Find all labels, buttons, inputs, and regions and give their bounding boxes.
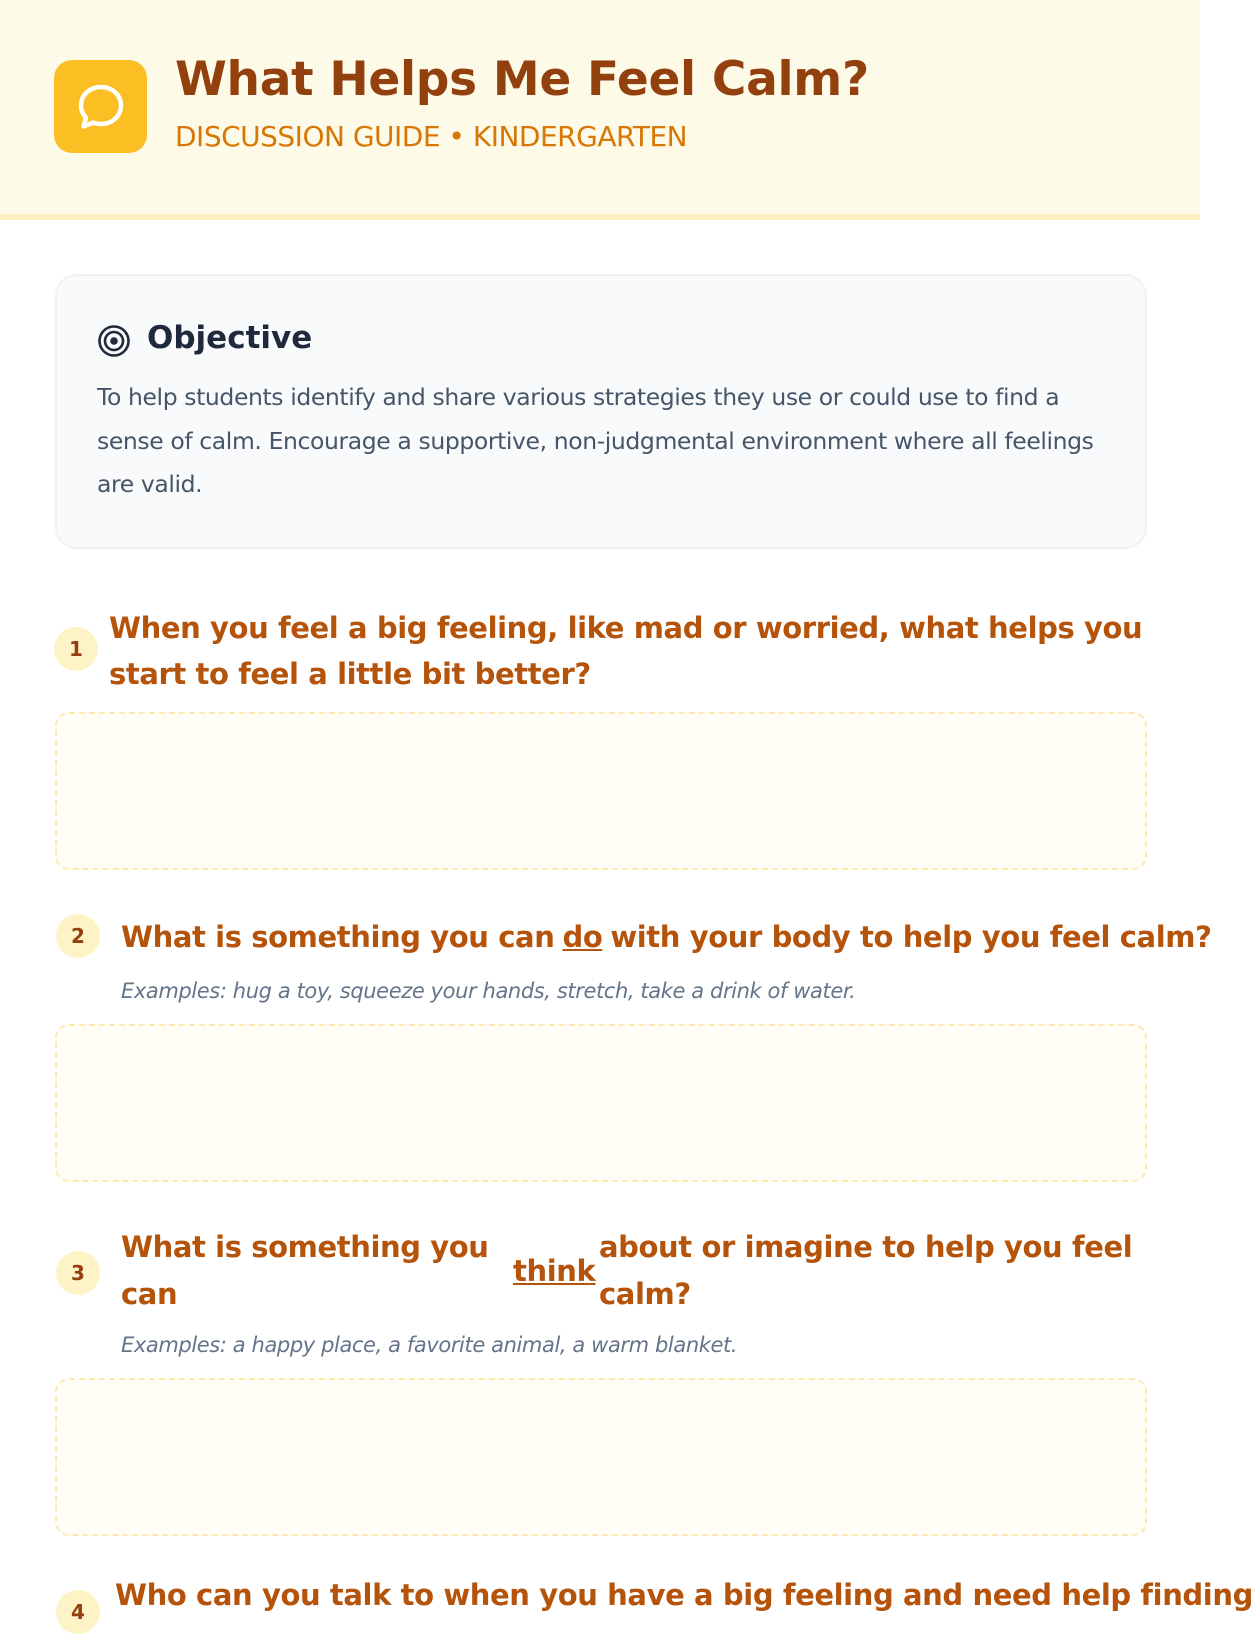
question-4-text: Who can you talk to when you have a big feeling and need help finding xyxy=(115,1578,1253,1612)
question-3-after-line1: about or imagine to help you feel xyxy=(599,1230,1133,1264)
question-3-before-line1: What is something you xyxy=(121,1230,489,1264)
speech-bubble-icon xyxy=(75,81,127,133)
question-3-after-line2: calm? xyxy=(599,1277,691,1311)
question-3-before-line2: can xyxy=(121,1277,178,1311)
answer-box-2[interactable] xyxy=(55,1024,1147,1182)
question-1-text: When you feel a big feeling, like mad or worried, what helps you start to feel a little bit better? xyxy=(109,611,1143,691)
question-3-emphasis: think xyxy=(513,1254,596,1288)
question-3-example: Examples: a happy place, a favorite animal, a warm blanket. xyxy=(121,1333,738,1357)
logo xyxy=(54,60,147,153)
target-icon xyxy=(97,324,131,358)
question-2-text xyxy=(121,914,1212,960)
page-subtitle: DISCUSSION GUIDE • KINDERGARTEN xyxy=(175,120,688,153)
question-number-2: 2 xyxy=(56,914,100,958)
objective-text: To help students identify and share various strategies they use or could use to find a sense of calm. Encourage a supportive, non-judgmental environment where all feelings are valid. xyxy=(97,383,1094,498)
question-2-example: Examples: hug a toy, squeeze your hands, stretch, take a drink of water. xyxy=(121,979,856,1003)
question-2-emphasis: do xyxy=(562,920,603,954)
answer-box-1[interactable] xyxy=(55,712,1147,870)
question-number-1: 1 xyxy=(54,627,98,671)
page-title: What Helps Me Feel Calm? xyxy=(175,52,869,107)
answer-box-3[interactable] xyxy=(55,1378,1147,1536)
question-2-before: What is something you can xyxy=(121,920,555,954)
objective-title: Objective xyxy=(147,320,313,356)
question-number-4: 4 xyxy=(56,1590,100,1634)
question-number-3: 3 xyxy=(56,1251,100,1295)
page-header xyxy=(0,0,1200,220)
question-2-after: with your body to help you feel calm? xyxy=(610,920,1212,954)
objective-card xyxy=(55,274,1147,549)
